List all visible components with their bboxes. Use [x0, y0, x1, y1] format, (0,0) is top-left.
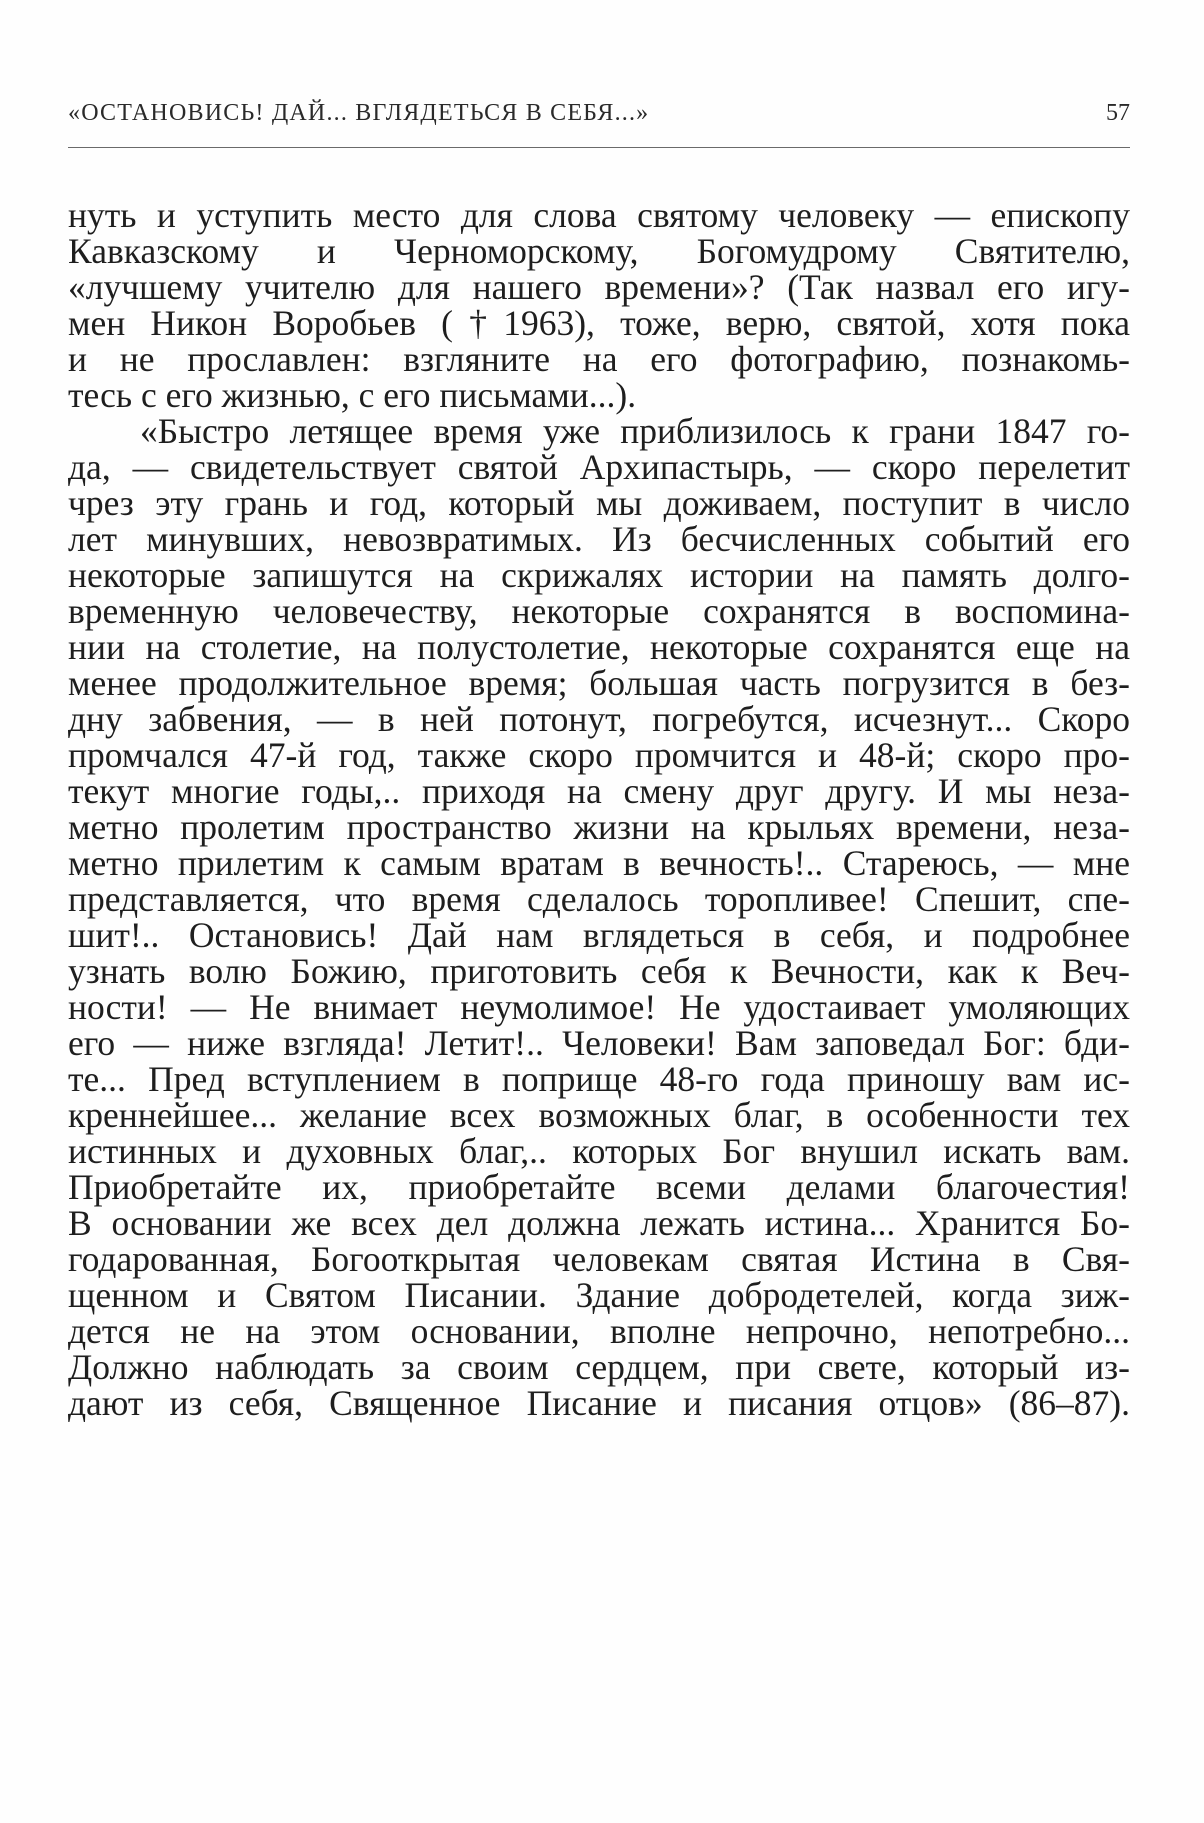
text-line: дну забвения, — в ней потонут, погребутся, исчезнут... Скоро: [68, 699, 1130, 739]
text-line: представляется, что время сделалось торопливее! Спешит, спе-: [68, 879, 1130, 919]
text-line: щенном и Святом Писании. Здание добродетелей, когда зиж-: [68, 1275, 1130, 1315]
text-line: некоторые запишутся на скрижалях истории на память долго-: [68, 555, 1130, 595]
header-rule-divider: [68, 147, 1130, 148]
text-line: менее продолжительное время; большая часть погрузится в без-: [68, 663, 1130, 703]
text-line: дают из себя, Священное Писание и писания отцов» (86–87).: [68, 1383, 1130, 1423]
text-line: те... Пред вступлением в поприще 48-го года приношу вам ис-: [68, 1059, 1130, 1099]
text-line: креннейшее... желание всех возможных благ, в особенности тех: [68, 1095, 1130, 1135]
text-line: годарованная, Богооткрытая человекам святая Истина в Свя-: [68, 1239, 1130, 1279]
text-line: Кавказскому и Черноморскому, Богомудрому Святителю,: [68, 231, 1130, 271]
text-line: метно прилетим к самым вратам в вечность!.. Стареюсь, — мне: [68, 843, 1130, 883]
text-line: узнать волю Божию, приготовить себя к Вечности, как к Веч-: [68, 951, 1130, 991]
text-line: шит!.. Остановись! Дай нам вглядеться в себя, и подробнее: [68, 915, 1130, 955]
text-line: лет минувших, невозвратимых. Из бесчисленных событий его: [68, 519, 1130, 559]
text-line: нуть и уступить место для слова святому человеку — епископу: [68, 195, 1130, 235]
text-line: текут многие годы,.. приходя на смену друг другу. И мы неза-: [68, 771, 1130, 811]
text-line: и не прославлен: взгляните на его фотографию, познакомь-: [68, 339, 1130, 379]
text-line: его — ниже взгляда! Летит!.. Человеки! Вам заповедал Бог: бди-: [68, 1023, 1130, 1063]
text-line: истинных и духовных благ,.. которых Бог внушил искать вам.: [68, 1131, 1130, 1171]
text-line: Должно наблюдать за своим сердцем, при свете, который из-: [68, 1347, 1130, 1387]
text-line: метно пролетим пространство жизни на крыльях времени, неза-: [68, 807, 1130, 847]
text-line: временную человечеству, некоторые сохранятся в воспомина-: [68, 591, 1130, 631]
running-header-title: «ОСТАНОВИСЬ! ДАЙ... ВГЛЯДЕТЬСЯ В СЕБЯ...»: [68, 100, 650, 126]
text-line: да, — свидетельствует святой Архипастырь, — скоро перелетит: [68, 447, 1130, 487]
text-line: В основании же всех дел должна лежать истина... Хранится Бо-: [68, 1203, 1130, 1243]
text-line: Приобретайте их, приобретайте всеми делами благочестия!: [68, 1167, 1130, 1207]
text-line: «Быстро летящее время уже приблизилось к грани 1847 го-: [140, 411, 1130, 451]
text-line: промчался 47-й год, также скоро промчится и 48-й; скоро про-: [68, 735, 1130, 775]
text-line: тесь с его жизнью, с его письмами...).: [68, 375, 637, 415]
text-line: ности! — Не внимает неумолимое! Не удостаивает умоляющих: [68, 987, 1130, 1027]
page-number: 57: [1106, 100, 1130, 126]
text-line: мен Никон Воробьев (†1963), тоже, верю, святой, хотя пока: [68, 303, 1130, 343]
text-line: чрез эту грань и год, который мы доживаем, поступит в число: [68, 483, 1130, 523]
text-line: «лучшему учителю для нашего времени»? (Так назвал его игу-: [68, 267, 1130, 307]
text-line: дется не на этом основании, вполне непрочно, непотребно...: [68, 1311, 1130, 1351]
text-line: нии на столетие, на полустолетие, некоторые сохранятся еще на: [68, 627, 1130, 667]
